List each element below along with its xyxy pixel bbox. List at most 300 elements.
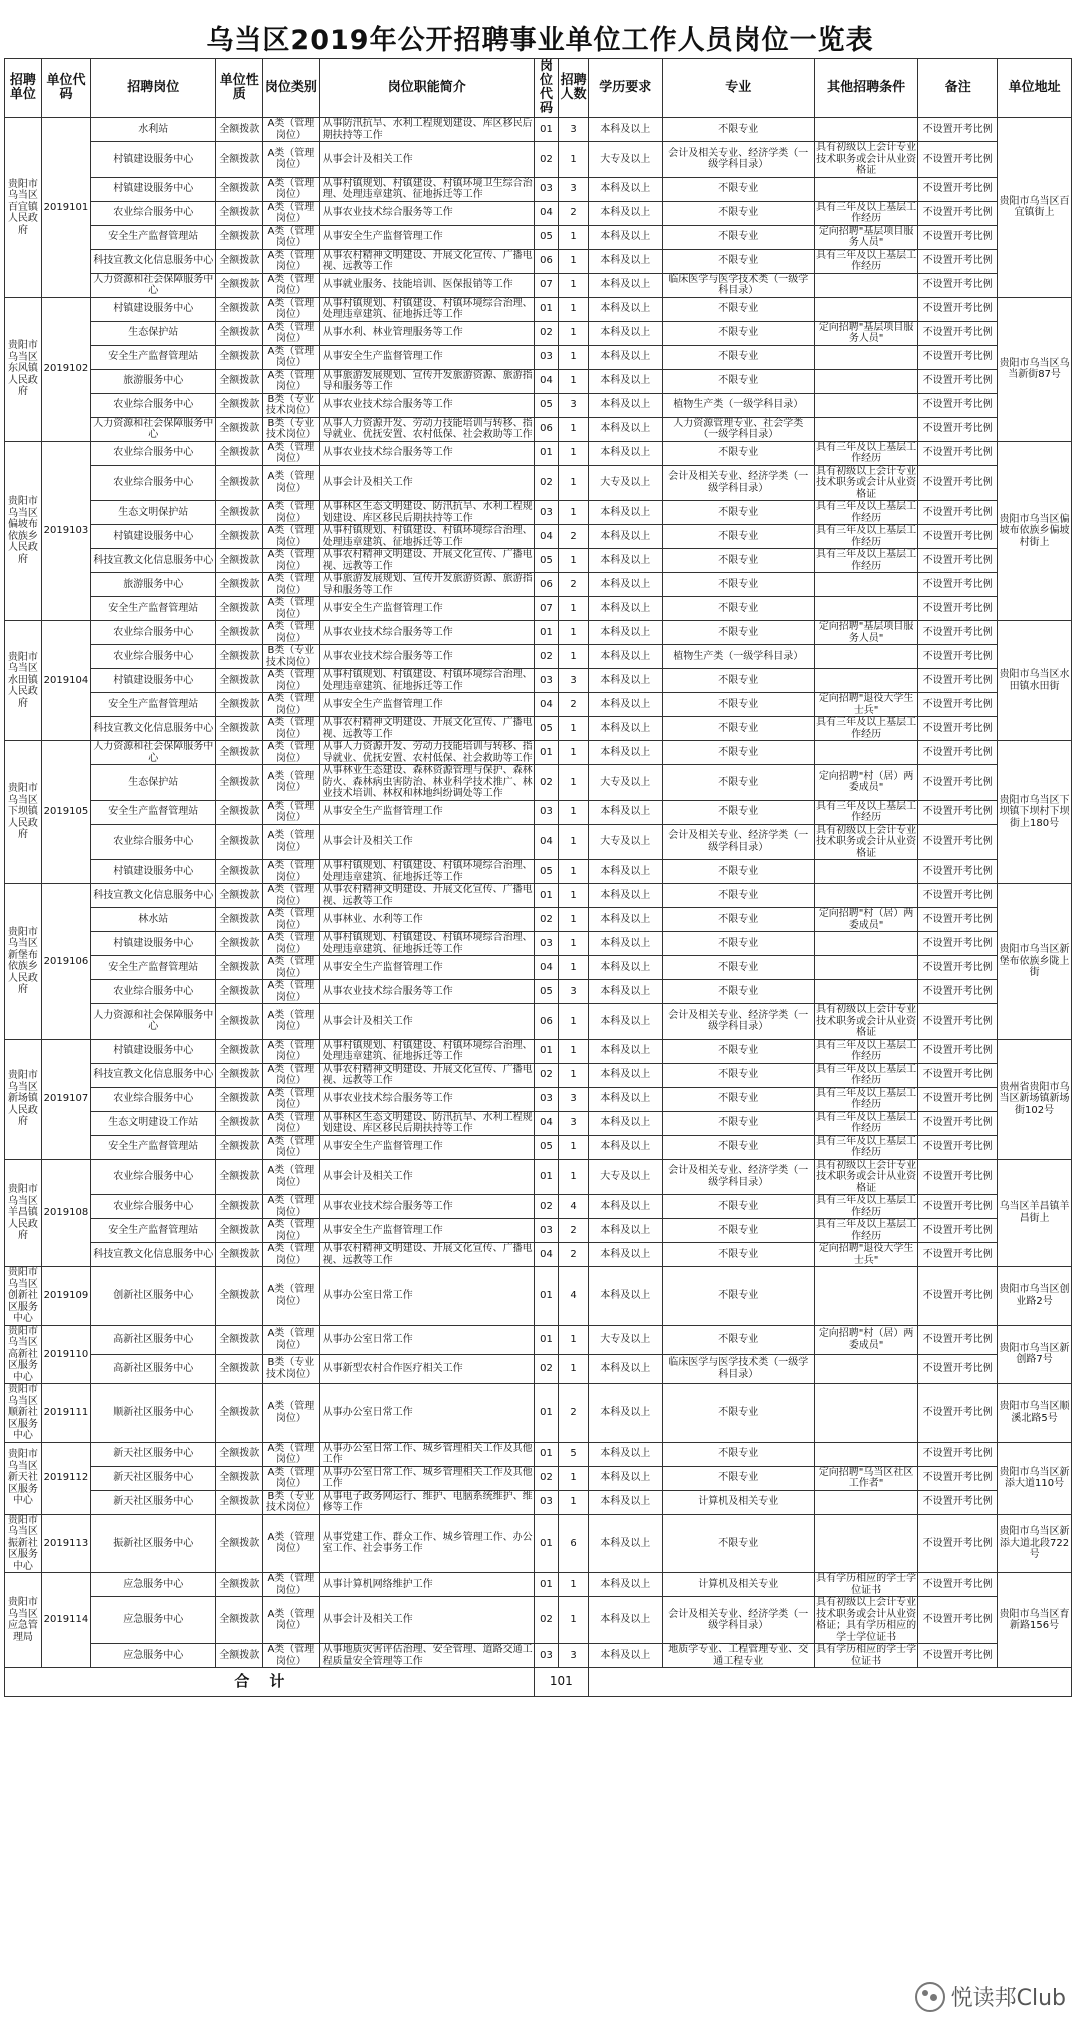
- position-code-cell: 01: [534, 1514, 559, 1573]
- headcount-cell: 1: [559, 297, 589, 321]
- nature-cell: 全额拨款: [216, 932, 263, 956]
- wechat-icon: [915, 1982, 945, 2012]
- position-code-cell: 02: [534, 765, 559, 801]
- position-cell: 高新社区服务中心: [91, 1325, 216, 1354]
- headcount-cell: 1: [559, 369, 589, 393]
- category-cell: B类（专业技术岗位）: [263, 1490, 320, 1514]
- duty-cell: 从事农村精神文明建设、开展文化宣传、广播电视、远教等工作: [319, 549, 534, 573]
- table-row: [5, 1039, 1072, 1063]
- major-cell: 会计及相关专业、经济学类（一级学科目录）: [662, 142, 814, 178]
- remark-cell: 不设置开考比例: [918, 884, 998, 908]
- category-cell: A类（管理岗位）: [263, 765, 320, 801]
- position-code-cell: 05: [534, 1135, 559, 1159]
- watermark-text: 悦读邦Club: [950, 1986, 1066, 2011]
- table-row: [5, 1597, 1072, 1644]
- remark-cell: 不设置开考比例: [918, 860, 998, 884]
- header-cell: 招聘岗位: [91, 59, 216, 118]
- category-cell: A类（管理岗位）: [263, 1466, 320, 1490]
- education-cell: 本科及以上: [588, 741, 662, 765]
- other-conditions-cell: [815, 980, 918, 1004]
- duty-cell: 从事村镇规划、村镇建设、村镇环境综合治理、处理违章建筑、征地拆迁等工作: [319, 297, 534, 321]
- position-code-cell: 03: [534, 1219, 559, 1243]
- nature-cell: 全额拨款: [216, 1135, 263, 1159]
- category-cell: B类（专业技术岗位）: [263, 417, 320, 441]
- position-code-cell: 01: [534, 621, 559, 645]
- headcount-cell: 1: [559, 1466, 589, 1490]
- education-cell: 本科及以上: [588, 393, 662, 417]
- education-cell: 本科及以上: [588, 118, 662, 142]
- table-row: [5, 693, 1072, 717]
- position-code-cell: 01: [534, 1442, 559, 1466]
- major-cell: 不限专业: [662, 1267, 814, 1326]
- duty-cell: 从事安全生产监督管理工作: [319, 225, 534, 249]
- major-cell: 会计及相关专业、经济学类（一级学科目录）: [662, 824, 814, 860]
- position-code-cell: 01: [534, 1159, 559, 1195]
- remark-cell: 不设置开考比例: [918, 249, 998, 273]
- duty-cell: 从事办公室日常工作、城乡管理相关工作及其他工作: [319, 1442, 534, 1466]
- remark-cell: 不设置开考比例: [918, 1243, 998, 1267]
- other-conditions-cell: 具有三年及以上基层工作经历: [816, 1087, 917, 1110]
- duty-cell: 从事人力资源开发、劳动力技能培训与转移、指导就业、优抚安置、农村低保、社会救助等工作: [319, 417, 534, 441]
- remark-cell: 不设置开考比例: [918, 525, 998, 549]
- category-cell: A类（管理岗位）: [263, 1004, 320, 1040]
- major-cell: 不限专业: [662, 1111, 814, 1135]
- position-cell: 振新社区服务中心: [91, 1514, 216, 1573]
- remark-cell: 不设置开考比例: [918, 1004, 998, 1040]
- unit-address-cell: 贵阳市乌当区新添大道110号: [998, 1442, 1072, 1514]
- headcount-cell: 6: [559, 1514, 589, 1573]
- remark-cell: 不设置开考比例: [918, 297, 998, 321]
- category-cell: A类（管理岗位）: [263, 980, 320, 1004]
- duty-cell: 从事会计及相关工作: [319, 142, 534, 178]
- education-cell: 本科及以上: [588, 321, 662, 345]
- education-cell: 本科及以上: [588, 441, 662, 465]
- position-code-cell: 01: [534, 441, 559, 465]
- position-code-cell: 02: [534, 321, 559, 345]
- headcount-cell: 1: [559, 501, 589, 525]
- table-row: [5, 177, 1072, 201]
- unit-name-cell: 贵阳市乌当区顺新社区服务中心: [5, 1384, 42, 1443]
- duty-cell: 从事村镇规划、村镇建设、村镇环境综合治理、处理违章建筑、征地拆迁等工作: [319, 669, 534, 693]
- category-cell: A类（管理岗位）: [263, 1644, 320, 1668]
- education-cell: 本科及以上: [588, 525, 662, 549]
- position-code-cell: 02: [534, 1354, 559, 1383]
- nature-cell: 全额拨款: [216, 393, 263, 417]
- table-row: [5, 1384, 1072, 1443]
- position-cell: 安全生产监督管理站: [91, 956, 216, 980]
- major-cell: 会计及相关专业、经济学类（一级学科目录）: [662, 1004, 814, 1040]
- position-code-cell: 06: [534, 417, 559, 441]
- major-cell: 不限专业: [662, 860, 814, 884]
- position-code-cell: 02: [534, 908, 559, 932]
- position-cell: 农业综合服务中心: [91, 980, 216, 1004]
- table-row: [5, 956, 1072, 980]
- duty-cell: 从事安全生产监督管理工作: [319, 1219, 534, 1243]
- category-cell: A类（管理岗位）: [263, 693, 320, 717]
- remark-cell: 不设置开考比例: [918, 321, 998, 345]
- duty-cell: 从事农村精神文明建设、开展文化宣传、广播电视、远教等工作: [319, 1243, 534, 1267]
- position-code-cell: 02: [534, 1597, 559, 1644]
- other-conditions-cell: [815, 177, 918, 201]
- duty-cell: 从事安全生产监督管理工作: [319, 800, 534, 824]
- remark-cell: 不设置开考比例: [918, 1490, 998, 1514]
- headcount-cell: 4: [559, 1267, 589, 1326]
- position-code-cell: 02: [534, 645, 559, 669]
- other-conditions-cell: 定向招聘"基层项目服务人员": [815, 621, 918, 645]
- education-cell: 本科及以上: [588, 1267, 662, 1326]
- other-conditions-cell: [815, 417, 918, 441]
- education-cell: 大专及以上: [588, 142, 662, 178]
- header-cell: 其他招聘条件: [815, 59, 918, 118]
- unit-name-cell: 贵阳市乌当区应急管理局: [5, 1573, 42, 1668]
- other-conditions-cell: 具有初级以上会计专业技术职务或会计从业资格证: [816, 1004, 917, 1038]
- position-cell: 农业综合服务中心: [91, 645, 216, 669]
- education-cell: 本科及以上: [588, 693, 662, 717]
- remark-cell: 不设置开考比例: [918, 800, 998, 824]
- education-cell: 本科及以上: [588, 908, 662, 932]
- education-cell: 本科及以上: [588, 1597, 662, 1644]
- position-code-cell: 04: [534, 824, 559, 860]
- total-empty: [588, 1668, 1071, 1697]
- unit-address-cell: 贵阳市乌当区新创路7号: [998, 1325, 1072, 1384]
- position-cell: 村镇建设服务中心: [91, 860, 216, 884]
- other-conditions-cell: [815, 393, 918, 417]
- duty-cell: 从事会计及相关工作: [319, 465, 534, 501]
- table-row: [5, 1644, 1072, 1668]
- duty-cell: 从事办公室日常工作: [319, 1325, 534, 1354]
- category-cell: A类（管理岗位）: [263, 297, 320, 321]
- nature-cell: 全额拨款: [216, 1597, 263, 1644]
- position-code-cell: 04: [534, 956, 559, 980]
- headcount-cell: 3: [559, 1087, 589, 1111]
- position-cell: 旅游服务中心: [91, 369, 216, 393]
- unit-code-cell: 2019111: [41, 1384, 90, 1443]
- other-conditions-cell: [815, 597, 918, 621]
- headcount-cell: 3: [559, 1644, 589, 1668]
- table-row: [5, 1354, 1072, 1383]
- other-conditions-cell: [815, 1354, 918, 1383]
- headcount-cell: 1: [559, 249, 589, 273]
- unit-address-cell: 贵阳市乌当区下坝镇下坝村下坝街上180号: [998, 741, 1072, 884]
- education-cell: 本科及以上: [588, 932, 662, 956]
- remark-cell: 不设置开考比例: [918, 1325, 998, 1354]
- category-cell: A类（管理岗位）: [263, 956, 320, 980]
- duty-cell: 从事会计及相关工作: [319, 824, 534, 860]
- nature-cell: 全额拨款: [216, 860, 263, 884]
- position-cell: 科技宣教文化信息服务中心: [91, 549, 216, 573]
- unit-code-cell: 2019112: [41, 1442, 90, 1514]
- category-cell: A类（管理岗位）: [263, 884, 320, 908]
- position-cell: 安全生产监督管理站: [91, 597, 216, 621]
- headcount-cell: 1: [559, 1573, 589, 1597]
- other-conditions-cell: [815, 645, 918, 669]
- position-cell: 安全生产监督管理站: [91, 693, 216, 717]
- remark-cell: 不设置开考比例: [918, 956, 998, 980]
- unit-address-cell: 贵阳市乌当区百宜镇街上: [998, 118, 1072, 298]
- position-code-cell: 03: [534, 177, 559, 201]
- other-conditions-cell: 具有初级以上会计专业技术职务或会计从业资格证；具有学历相应的学士学位证书: [816, 1597, 917, 1643]
- major-cell: 不限专业: [662, 441, 814, 465]
- major-cell: 不限专业: [662, 693, 814, 717]
- duty-cell: 从事林业、水利等工作: [319, 908, 534, 932]
- headcount-cell: 1: [559, 932, 589, 956]
- position-cell: 旅游服务中心: [91, 573, 216, 597]
- other-conditions-cell: [815, 297, 918, 321]
- major-cell: 不限专业: [662, 118, 814, 142]
- other-conditions-cell: 具有三年及以上基层工作经历: [816, 441, 917, 464]
- headcount-cell: 1: [559, 465, 589, 501]
- position-code-cell: 02: [534, 142, 559, 178]
- position-code-cell: 06: [534, 1004, 559, 1040]
- headcount-cell: 3: [559, 1111, 589, 1135]
- unit-address-cell: 贵阳市乌当区育新路156号: [998, 1573, 1072, 1668]
- headcount-cell: 5: [559, 1442, 589, 1466]
- table-row: [5, 393, 1072, 417]
- other-conditions-cell: 具有三年及以上基层工作经历: [816, 549, 917, 572]
- position-code-cell: 04: [534, 1111, 559, 1135]
- major-cell: 不限专业: [662, 573, 814, 597]
- position-code-cell: 03: [534, 669, 559, 693]
- headcount-cell: 1: [559, 717, 589, 741]
- duty-cell: 从事地质灾害评估治理、安全管理、道路交通工程质量安全管理等工作: [319, 1644, 534, 1668]
- headcount-cell: 1: [559, 741, 589, 765]
- category-cell: A类（管理岗位）: [263, 1573, 320, 1597]
- other-conditions-cell: 具有三年及以上基层工作经历: [816, 717, 917, 740]
- position-cell: 村镇建设服务中心: [91, 669, 216, 693]
- education-cell: 本科及以上: [588, 669, 662, 693]
- duty-cell: 从事农业技术综合服务等工作: [319, 1087, 534, 1111]
- header-cell: 单位地址: [998, 59, 1072, 118]
- major-cell: 不限专业: [662, 669, 814, 693]
- remark-cell: 不设置开考比例: [918, 549, 998, 573]
- education-cell: 大专及以上: [588, 824, 662, 860]
- unit-address-cell: 乌当区羊昌镇羊昌街上: [998, 1159, 1072, 1267]
- position-cell: 农业综合服务中心: [91, 465, 216, 501]
- nature-cell: 全额拨款: [216, 369, 263, 393]
- education-cell: 本科及以上: [588, 369, 662, 393]
- unit-code-cell: 2019102: [41, 297, 90, 441]
- duty-cell: 从事会计及相关工作: [319, 1597, 534, 1644]
- remark-cell: 不设置开考比例: [918, 908, 998, 932]
- position-cell: 新天社区服务中心: [91, 1442, 216, 1466]
- duty-cell: 从事林区生态文明建设、防汛抗旱、水利工程规划建设、库区移民后期扶持等工作: [319, 1111, 534, 1135]
- major-cell: 植物生产类（一级学科目录）: [662, 645, 814, 669]
- category-cell: A类（管理岗位）: [263, 621, 320, 645]
- position-cell: 安全生产监督管理站: [91, 225, 216, 249]
- major-cell: 不限专业: [662, 908, 814, 932]
- position-cell: 水利站: [91, 118, 216, 142]
- position-cell: 村镇建设服务中心: [91, 932, 216, 956]
- major-cell: 不限专业: [662, 225, 814, 249]
- other-conditions-cell: 具有三年及以上基层工作经历: [816, 1219, 917, 1242]
- unit-address-cell: 贵阳市乌当区偏坡布依族乡偏坡村街上: [998, 441, 1072, 621]
- nature-cell: 全额拨款: [216, 417, 263, 441]
- total-label: 合计: [5, 1668, 535, 1697]
- nature-cell: 全额拨款: [216, 201, 263, 225]
- position-cell: 林水站: [91, 908, 216, 932]
- remark-cell: 不设置开考比例: [918, 1597, 998, 1644]
- other-conditions-cell: 定向招聘"村（居）两委成员": [815, 1325, 918, 1354]
- remark-cell: 不设置开考比例: [918, 621, 998, 645]
- major-cell: 地质学专业、工程管理专业、交通工程专业: [662, 1644, 814, 1668]
- headcount-cell: 1: [559, 765, 589, 801]
- remark-cell: 不设置开考比例: [918, 1135, 998, 1159]
- position-cell: 高新社区服务中心: [91, 1354, 216, 1383]
- duty-cell: 从事旅游发展规划、宣传开发旅游资源、旅游指导和服务等工作: [319, 369, 534, 393]
- education-cell: 本科及以上: [588, 1243, 662, 1267]
- headcount-cell: 1: [559, 345, 589, 369]
- header-cell: 岗位职能简介: [319, 59, 534, 118]
- nature-cell: 全额拨款: [216, 1354, 263, 1383]
- category-cell: A类（管理岗位）: [263, 1384, 320, 1443]
- headcount-cell: 1: [559, 621, 589, 645]
- table-row: [5, 297, 1072, 321]
- position-cell: 人力资源和社会保障服务中心: [91, 1004, 216, 1040]
- category-cell: A类（管理岗位）: [263, 273, 320, 297]
- position-cell: 农业综合服务中心: [91, 1159, 216, 1195]
- position-code-cell: 01: [534, 297, 559, 321]
- other-conditions-cell: 具有学历相应的学士学位证书: [816, 1573, 917, 1596]
- remark-cell: 不设置开考比例: [918, 597, 998, 621]
- position-cell: 生态文明保护站: [91, 501, 216, 525]
- remark-cell: 不设置开考比例: [918, 980, 998, 1004]
- unit-name-cell: 贵阳市乌当区羊昌镇人民政府: [5, 1159, 42, 1267]
- headcount-cell: 1: [559, 441, 589, 465]
- position-code-cell: 03: [534, 1087, 559, 1111]
- page-title: 乌当区2019年公开招聘事业单位工作人员岗位一览表: [206, 25, 874, 56]
- nature-cell: 全额拨款: [216, 321, 263, 345]
- other-conditions-cell: 具有初级以上会计专业技术职务或会计从业资格证: [816, 142, 917, 176]
- remark-cell: 不设置开考比例: [918, 118, 998, 142]
- table-row: [5, 765, 1072, 801]
- nature-cell: 全额拨款: [216, 525, 263, 549]
- header-cell: 单位代码: [41, 59, 90, 118]
- total-sum: 101: [534, 1668, 588, 1697]
- remark-cell: 不设置开考比例: [918, 1644, 998, 1668]
- table-row: [5, 1573, 1072, 1597]
- category-cell: A类（管理岗位）: [263, 1267, 320, 1326]
- unit-address-cell: 贵阳市乌当区创业路2号: [998, 1267, 1072, 1326]
- nature-cell: 全额拨款: [216, 142, 263, 178]
- other-conditions-cell: 具有三年及以上基层工作经历: [816, 1195, 917, 1218]
- unit-code-cell: 2019113: [41, 1514, 90, 1573]
- nature-cell: 全额拨款: [216, 621, 263, 645]
- major-cell: 会计及相关专业、经济学类（一级学科目录）: [662, 1597, 814, 1644]
- other-conditions-cell: 具有三年及以上基层工作经历: [816, 800, 917, 823]
- remark-cell: 不设置开考比例: [918, 1159, 998, 1195]
- remark-cell: 不设置开考比例: [918, 177, 998, 201]
- nature-cell: 全额拨款: [216, 800, 263, 824]
- table-row: [5, 645, 1072, 669]
- major-cell: 不限专业: [662, 932, 814, 956]
- headcount-cell: 2: [559, 201, 589, 225]
- nature-cell: 全额拨款: [216, 1039, 263, 1063]
- category-cell: A类（管理岗位）: [263, 525, 320, 549]
- other-conditions-cell: [815, 741, 918, 765]
- category-cell: A类（管理岗位）: [263, 1219, 320, 1243]
- education-cell: 本科及以上: [588, 225, 662, 249]
- duty-cell: 从事农业技术综合服务等工作: [319, 645, 534, 669]
- position-cell: 生态保护站: [91, 321, 216, 345]
- position-cell: 顺新社区服务中心: [91, 1384, 216, 1443]
- position-cell: 村镇建设服务中心: [91, 1039, 216, 1063]
- nature-cell: 全额拨款: [216, 1573, 263, 1597]
- other-conditions-cell: [815, 345, 918, 369]
- category-cell: A类（管理岗位）: [263, 249, 320, 273]
- position-code-cell: 04: [534, 525, 559, 549]
- other-conditions-cell: [815, 956, 918, 980]
- other-conditions-cell: [815, 1384, 918, 1443]
- other-conditions-cell: [815, 860, 918, 884]
- headcount-cell: 1: [559, 1063, 589, 1087]
- other-conditions-cell: 具有初级以上会计专业技术职务或会计从业资格证: [816, 824, 917, 859]
- table-row: [5, 908, 1072, 932]
- remark-cell: 不设置开考比例: [918, 741, 998, 765]
- position-cell: 农业综合服务中心: [91, 393, 216, 417]
- table-row: [5, 860, 1072, 884]
- education-cell: 本科及以上: [588, 1573, 662, 1597]
- table-row: [5, 1466, 1072, 1490]
- unit-address-cell: 贵阳市乌当区新添大道北段722号: [998, 1514, 1072, 1573]
- education-cell: 本科及以上: [588, 980, 662, 1004]
- major-cell: 临床医学与医学技术类（一级学科目录）: [662, 273, 814, 297]
- table-row: [5, 1135, 1072, 1159]
- remark-cell: 不设置开考比例: [918, 765, 998, 801]
- nature-cell: 全额拨款: [216, 645, 263, 669]
- major-cell: 不限专业: [662, 1063, 814, 1087]
- category-cell: A类（管理岗位）: [263, 717, 320, 741]
- education-cell: 本科及以上: [588, 1644, 662, 1668]
- remark-cell: 不设置开考比例: [918, 501, 998, 525]
- other-conditions-cell: 具有三年及以上基层工作经历: [816, 201, 917, 224]
- position-cell: 安全生产监督管理站: [91, 1135, 216, 1159]
- nature-cell: 全额拨款: [216, 249, 263, 273]
- table-row: [5, 369, 1072, 393]
- other-conditions-cell: 具有三年及以上基层工作经历: [816, 525, 917, 548]
- education-cell: 本科及以上: [588, 1063, 662, 1087]
- unit-code-cell: 2019104: [41, 621, 90, 741]
- position-cell: 应急服务中心: [91, 1597, 216, 1644]
- remark-cell: 不设置开考比例: [918, 693, 998, 717]
- position-code-cell: 05: [534, 980, 559, 1004]
- position-code-cell: 06: [534, 573, 559, 597]
- position-code-cell: 05: [534, 225, 559, 249]
- other-conditions-cell: [815, 932, 918, 956]
- headcount-cell: 1: [559, 956, 589, 980]
- major-cell: 不限专业: [662, 549, 814, 573]
- education-cell: 本科及以上: [588, 345, 662, 369]
- headcount-cell: 2: [559, 525, 589, 549]
- header-row: [5, 59, 1072, 118]
- headcount-cell: 3: [559, 393, 589, 417]
- other-conditions-cell: [815, 1490, 918, 1514]
- duty-cell: 从事新型农村合作医疗相关工作: [319, 1354, 534, 1383]
- category-cell: A类（管理岗位）: [263, 1514, 320, 1573]
- education-cell: 本科及以上: [588, 1354, 662, 1383]
- headcount-cell: 1: [559, 549, 589, 573]
- education-cell: 本科及以上: [588, 177, 662, 201]
- education-cell: 本科及以上: [588, 956, 662, 980]
- other-conditions-cell: 定向招聘"退役大学生士兵": [815, 693, 918, 717]
- position-cell: 科技宣教文化信息服务中心: [91, 1243, 216, 1267]
- header-cell: 招聘人数: [559, 59, 589, 118]
- education-cell: 本科及以上: [588, 273, 662, 297]
- category-cell: A类（管理岗位）: [263, 908, 320, 932]
- nature-cell: 全额拨款: [216, 1195, 263, 1219]
- unit-name-cell: 贵阳市乌当区新堡布依族乡人民政府: [5, 884, 42, 1040]
- headcount-cell: 2: [559, 1219, 589, 1243]
- unit-name-cell: 贵阳市乌当区新天社区服务中心: [5, 1442, 42, 1514]
